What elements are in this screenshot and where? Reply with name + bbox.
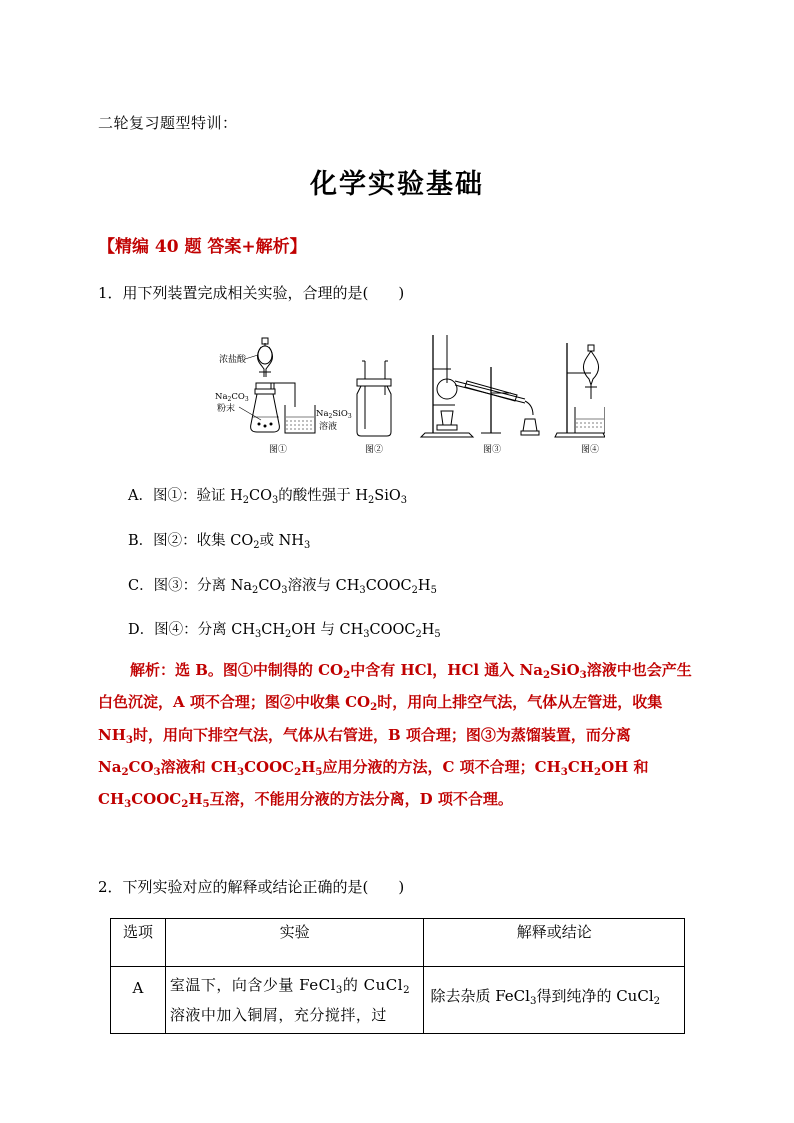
option-b: B．图②：收集 $CO_2$或 $NH_3$ [128,533,311,551]
option-d: D．图④：分离 $CH_3CH_2OH$ 与 $CH_3COOC_2H_5$ [128,622,441,640]
fig4-label: 图④ [581,445,600,455]
question-2-stem: 2．下列实验对应的解释或结论正确的是( ) [98,878,405,896]
subtitle-tag: 【精编 40 题 答案+解析】 [98,237,307,257]
option-a: A．图①：验证 $H_2CO_3$的酸性强于 $H_2SiO_3$ [128,488,408,506]
label-hcl: 浓盐酸 [219,355,247,365]
page-title: 化学实验基础 [310,169,484,200]
fig2-label: 图② [365,445,384,455]
fig1-label: 图① [269,445,288,455]
row-a-conclusion: 除去杂质 FeCl$_3$得到纯净的 CuCl$_2$ [424,967,685,1034]
apparatus-4 [555,343,605,437]
header-conclusion: 解释或结论 [424,919,685,967]
apparatus-2 [357,361,391,436]
label-na2sio3: $Na_2SiO_3$ [316,409,352,420]
header-option: 选项 [111,919,166,967]
header-experiment: 实验 [165,919,424,967]
option-c: C．图③：分离 $Na_2CO_3$溶液与 $CH_3COOC_2H_5$ [128,578,437,596]
fig3-label: 图③ [483,445,502,455]
question-1-stem: 1．用下列装置完成相关实验，合理的是( ) [98,284,405,302]
apparatus-figure [215,325,605,457]
apparatus-1 [251,338,315,433]
row-a-option: A [111,967,166,1034]
answer-analysis: 解析：选 B。图①中制得的 $CO_2$中含有 HCl，HCl 通入 $Na_2SiO_3$溶液中也会产生白色沉淀，A 项不合理；图②中收集 $CO_2$时，用向上排空气法，气体从左管进，收集 $NH_3$时，用向下排空气法，气体从右管进，B 项合理；图③为蒸馏装置，而分离 $Na_2CO_3$溶液和 $CH_3COOC_2H_5$应用分液的方法，C 项不合理；$CH_3CH_2OH$ 和 $CH_3COOC_2H_5$互溶，不能用分液的方法分离，D 项不合理。 [98,661,692,811]
apparatus-3 [421,335,539,437]
label-na2co3: $Na_2CO_3$ [215,392,249,403]
table-header-row [111,919,685,967]
answer-table [110,918,685,1034]
label-solution: 溶液 [319,422,338,432]
table-row [111,967,685,1034]
section-header: 二轮复习题型特训： [98,114,238,132]
row-a-experiment: 室温下，向含少量 FeCl$_3$的 CuCl$_2$ 溶液中加入铜屑，充分搅拌，过 [165,967,424,1034]
label-powder: 粉末 [217,404,236,414]
